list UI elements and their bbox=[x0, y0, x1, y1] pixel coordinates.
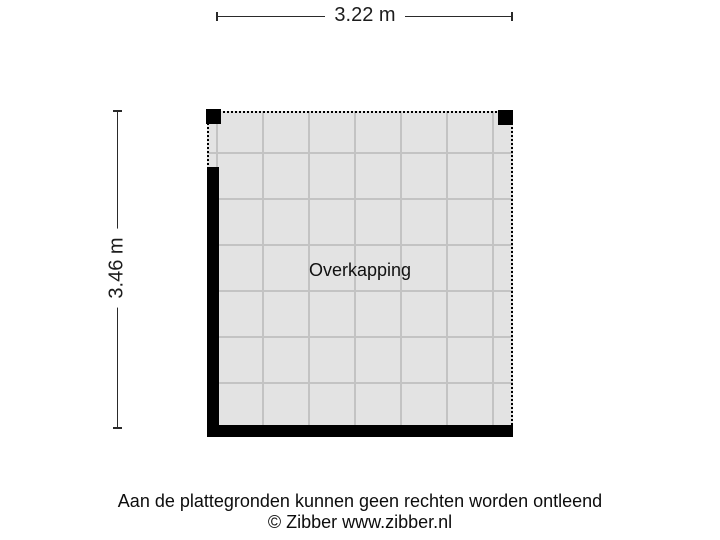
footer-disclaimer: Aan de plattegronden kunnen geen rechten worden ontleend bbox=[117, 491, 603, 511]
wall-left bbox=[207, 167, 219, 437]
width-dimension-label bbox=[217, 3, 513, 28]
height-dimension-tick-top bbox=[113, 110, 122, 112]
post-top-right bbox=[498, 110, 513, 125]
room-label: Overkapping bbox=[308, 260, 412, 280]
height-dimension-label: 3.46 m bbox=[105, 228, 130, 307]
wall-bottom bbox=[207, 425, 513, 437]
height-dimension-tick-bottom bbox=[113, 427, 122, 429]
footer-copyright: © Zibber www.zibber.nl bbox=[267, 512, 453, 532]
post-top-left bbox=[206, 109, 221, 124]
width-dimension-value: 3.22 m bbox=[325, 4, 404, 26]
